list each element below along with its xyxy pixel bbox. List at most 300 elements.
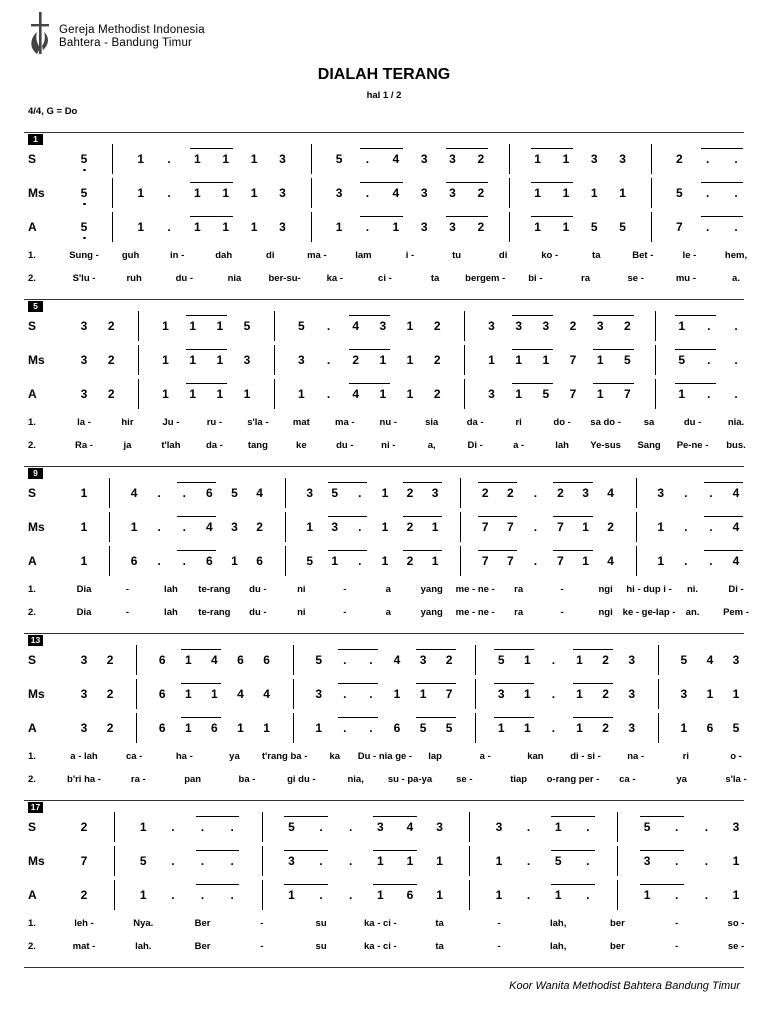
- note-hold: [527, 484, 543, 502]
- beam-line: [196, 850, 240, 851]
- note-value: 1: [643, 888, 651, 902]
- note-value: 1: [431, 554, 439, 568]
- note-value: 1: [406, 854, 414, 868]
- note-value: 1: [678, 319, 685, 333]
- bar-line: [112, 178, 113, 208]
- note: [133, 218, 149, 236]
- voice-label: A: [28, 554, 37, 568]
- note-hold: [363, 685, 379, 703]
- note-value: 2: [569, 319, 577, 333]
- note: [598, 685, 614, 703]
- note-value: .: [326, 353, 331, 367]
- note: [402, 484, 418, 502]
- note-value: 1: [381, 554, 389, 568]
- bar-line: [509, 144, 510, 174]
- note-value: 3: [379, 319, 387, 333]
- note-value: .: [358, 520, 362, 534]
- note: [491, 852, 507, 870]
- note: [552, 518, 568, 536]
- note: [603, 552, 619, 570]
- note-value: 5: [315, 653, 323, 667]
- beam-line: [478, 516, 517, 517]
- lyric-syllable: Di -: [728, 584, 744, 595]
- note: [76, 552, 92, 570]
- note-value: .: [365, 152, 370, 166]
- note-value: .: [200, 854, 205, 868]
- note-value: 2: [481, 486, 489, 500]
- note-hold: [195, 886, 211, 904]
- note-value: 5: [306, 554, 314, 568]
- note-value: 4: [732, 554, 740, 568]
- note: [232, 651, 248, 669]
- note-value: 1: [562, 152, 570, 166]
- bar-line: [114, 846, 115, 876]
- note-value: 3: [288, 854, 295, 868]
- lyric-syllable: su: [315, 918, 327, 929]
- beam-line: [494, 717, 534, 718]
- lyric-syllable: lap: [428, 751, 442, 762]
- bar-line: [274, 379, 275, 409]
- note: [135, 886, 151, 904]
- beam-line: [704, 516, 743, 517]
- note: [502, 552, 518, 570]
- note: [402, 351, 418, 369]
- beam-line: [553, 550, 592, 551]
- note-value: 5: [288, 820, 295, 834]
- note: [676, 651, 692, 669]
- measure-number: 5: [28, 301, 43, 312]
- note-value: .: [684, 554, 688, 568]
- lyric-syllable: lam: [355, 250, 372, 261]
- lyric-syllable: sa: [643, 417, 655, 428]
- note: [212, 351, 228, 369]
- beam-line: [373, 816, 417, 817]
- beam-line: [284, 884, 328, 885]
- note-value: 1: [216, 353, 224, 367]
- note: [388, 150, 404, 168]
- beam-line: [478, 482, 517, 483]
- note-value: 2: [106, 653, 114, 667]
- system-13: [24, 633, 747, 793]
- note-value: 1: [189, 353, 196, 367]
- verse-number: 2.: [28, 774, 36, 785]
- note: [327, 552, 343, 570]
- lyric-syllable: Ye-sus: [590, 440, 621, 451]
- system-rule: [24, 466, 744, 467]
- note-value: .: [533, 486, 538, 500]
- note-value: 3: [279, 152, 286, 166]
- note: [676, 719, 692, 737]
- lyric-syllable: ta: [592, 250, 601, 261]
- note-value: 1: [515, 387, 522, 401]
- note-value: 1: [619, 186, 626, 200]
- note: [603, 484, 619, 502]
- beam-line: [640, 850, 684, 851]
- lyric-syllable: lah,: [549, 941, 567, 952]
- beam-line: [512, 383, 553, 384]
- note: [592, 351, 608, 369]
- note-value: .: [709, 554, 713, 568]
- system-5: [24, 299, 744, 459]
- note: [565, 351, 581, 369]
- note: [226, 552, 242, 570]
- note-value: 7: [557, 520, 564, 534]
- bar-line: [655, 345, 656, 375]
- note-hold: [195, 852, 211, 870]
- lyric-syllable: se -: [627, 273, 644, 284]
- lyric-syllable: hi - dup i -: [626, 584, 672, 595]
- bar-line: [509, 178, 510, 208]
- note: [427, 518, 443, 536]
- note-value: 5: [590, 220, 598, 234]
- note-value: 6: [393, 721, 401, 735]
- measure-number: 13: [28, 635, 43, 646]
- note-value: .: [319, 820, 323, 834]
- note-hold: [728, 150, 744, 168]
- note-value: 2: [107, 319, 115, 333]
- note: [538, 351, 554, 369]
- note: [259, 685, 275, 703]
- lyric-syllable: du -: [249, 607, 267, 618]
- lyric-syllable: lah.: [135, 941, 152, 952]
- lyric-syllable: ka - ci -: [363, 918, 397, 929]
- note: [259, 719, 275, 737]
- note: [180, 651, 196, 669]
- note-value: 3: [449, 220, 456, 234]
- note-value: 7: [675, 220, 683, 234]
- note-value: 5: [680, 653, 688, 667]
- bar-line: [617, 846, 618, 876]
- note-value: 6: [130, 554, 138, 568]
- bar-line: [617, 812, 618, 842]
- note: [327, 518, 343, 536]
- lyric-syllable: bergem -: [465, 273, 506, 284]
- note: [103, 385, 119, 403]
- note-value: 1: [288, 888, 295, 902]
- note-hold: [580, 818, 596, 836]
- note-hold: [700, 184, 716, 202]
- note-value: .: [349, 854, 353, 868]
- note: [283, 852, 299, 870]
- note: [102, 651, 118, 669]
- note: [76, 852, 92, 870]
- note: [212, 385, 228, 403]
- bar-line: [651, 144, 652, 174]
- beam-line: [196, 884, 240, 885]
- note-value: .: [319, 854, 323, 868]
- note: [189, 150, 205, 168]
- note: [598, 651, 614, 669]
- verse-number: 1.: [28, 417, 36, 428]
- note-value: .: [200, 820, 205, 834]
- note-value: 3: [80, 687, 88, 701]
- note-hold: [151, 552, 167, 570]
- lyric-syllable: mat: [292, 417, 310, 428]
- bar-line: [636, 546, 637, 576]
- note: [76, 719, 92, 737]
- note-hold: [337, 651, 353, 669]
- note: [402, 518, 418, 536]
- note: [484, 351, 500, 369]
- note-value: 2: [406, 554, 414, 568]
- beam-line: [181, 717, 221, 718]
- note-hold: [161, 184, 177, 202]
- note-value: 4: [732, 520, 740, 534]
- lyric-syllable: a: [385, 584, 391, 595]
- note: [493, 651, 509, 669]
- note: [185, 351, 201, 369]
- note: [218, 150, 234, 168]
- note: [484, 385, 500, 403]
- note-value: .: [707, 353, 711, 367]
- note-value: .: [182, 520, 186, 534]
- note-value: .: [358, 554, 362, 568]
- note-value: 3: [619, 152, 626, 166]
- note-hold: [359, 218, 375, 236]
- note: [201, 552, 217, 570]
- note: [728, 685, 744, 703]
- bar-line: [114, 880, 115, 910]
- note: [239, 351, 255, 369]
- lyric-syllable: Ber: [194, 941, 211, 952]
- note: [274, 184, 290, 202]
- voice-label: A: [28, 888, 37, 902]
- system-rule: [24, 299, 744, 300]
- lyric-syllable: mat -: [72, 941, 96, 952]
- note-value: 1: [335, 220, 343, 234]
- beam-line: [190, 182, 232, 183]
- note-value: .: [707, 387, 711, 401]
- measure-number: 9: [28, 468, 43, 479]
- lyric-syllable: la -: [77, 417, 91, 428]
- note: [331, 150, 347, 168]
- note: [103, 351, 119, 369]
- note: [252, 552, 268, 570]
- note: [76, 484, 92, 502]
- note-value: 1: [657, 554, 665, 568]
- note-value: 1: [596, 353, 604, 367]
- note-value: 1: [554, 888, 562, 902]
- bar-line: [651, 178, 652, 208]
- note: [218, 184, 234, 202]
- note-value: 1: [562, 220, 570, 234]
- note: [473, 184, 489, 202]
- note-value: 3: [431, 486, 439, 500]
- note-value: 3: [80, 319, 88, 333]
- lyric-syllable: su: [315, 941, 327, 952]
- note: [728, 852, 744, 870]
- note: [402, 852, 418, 870]
- note: [206, 651, 222, 669]
- note-value: 1: [596, 387, 604, 401]
- bar-line: [109, 512, 110, 542]
- beam-line: [701, 216, 743, 217]
- note-hold: [728, 218, 744, 236]
- lyric-syllable: sa do -: [590, 417, 621, 428]
- bar-line: [658, 645, 659, 675]
- lyric-syllable: do -: [553, 417, 571, 428]
- note: [102, 685, 118, 703]
- note-value: 1: [80, 486, 88, 500]
- note-value: 1: [377, 888, 384, 902]
- lyric-syllable: di - si -: [570, 751, 601, 762]
- note-value: 3: [497, 687, 505, 701]
- note: [206, 685, 222, 703]
- note-value: 1: [393, 687, 401, 701]
- note: [493, 685, 509, 703]
- note: [445, 184, 461, 202]
- lyric-syllable: tu: [452, 250, 462, 261]
- note-value: 2: [607, 520, 614, 534]
- note-value: 3: [488, 387, 495, 401]
- lyric-syllable: du -: [249, 584, 267, 595]
- note: [416, 184, 432, 202]
- lyric-syllable: lah: [164, 607, 178, 618]
- note: [388, 218, 404, 236]
- note: [375, 385, 391, 403]
- note-hold: [363, 651, 379, 669]
- lower-octave-dot: [83, 203, 86, 206]
- song-title: DIALAH TERANG: [317, 66, 451, 83]
- note: [226, 518, 242, 536]
- note: [441, 719, 457, 737]
- beam-line: [512, 349, 553, 350]
- note-hold: [545, 685, 561, 703]
- note: [552, 552, 568, 570]
- lyric-syllable: -: [343, 607, 347, 618]
- note-value: 3: [628, 687, 636, 701]
- note-value: 5: [419, 721, 427, 735]
- note-value: 4: [256, 486, 263, 500]
- bar-line: [262, 846, 263, 876]
- note-hold: [703, 484, 719, 502]
- bar-line: [138, 345, 139, 375]
- bar-line: [109, 478, 110, 508]
- beam-line: [186, 349, 227, 350]
- note: [674, 385, 690, 403]
- note-value: 3: [542, 319, 550, 333]
- lyric-syllable: ru -: [206, 417, 223, 428]
- note: [377, 552, 393, 570]
- note: [76, 818, 92, 836]
- note-value: .: [182, 554, 186, 568]
- note: [293, 385, 309, 403]
- lyric-syllable: nia,: [347, 774, 364, 785]
- note: [702, 651, 718, 669]
- note: [491, 818, 507, 836]
- note: [441, 651, 457, 669]
- beam-line: [284, 816, 328, 817]
- beam-line: [177, 482, 216, 483]
- note: [702, 719, 718, 737]
- note: [212, 317, 228, 335]
- note-hold: [343, 818, 359, 836]
- note: [619, 317, 635, 335]
- note-value: .: [167, 220, 171, 234]
- lyric-syllable: di: [498, 250, 508, 261]
- note-value: 1: [406, 319, 414, 333]
- note-value: 6: [263, 653, 270, 667]
- note-value: .: [369, 653, 373, 667]
- note-value: 7: [623, 387, 631, 401]
- note-value: 1: [184, 653, 192, 667]
- note: [427, 484, 443, 502]
- note: [477, 518, 493, 536]
- note: [189, 218, 205, 236]
- lyric-syllable: da -: [466, 417, 484, 428]
- note: [598, 719, 614, 737]
- system-rule: [24, 633, 744, 634]
- lyric-syllable: Ju -: [162, 417, 180, 428]
- note-value: 5: [675, 186, 683, 200]
- note-value: 7: [569, 353, 577, 367]
- lyric-syllable: guh: [121, 250, 140, 261]
- bar-line: [460, 546, 461, 576]
- bar-line: [658, 679, 659, 709]
- lyric-syllable: Pe-ne -: [676, 440, 709, 451]
- note-value: .: [230, 820, 234, 834]
- bar-line: [655, 379, 656, 409]
- note-value: 1: [732, 687, 740, 701]
- beam-line: [704, 550, 743, 551]
- note: [402, 818, 418, 836]
- note: [491, 886, 507, 904]
- lyric-syllable: Pem -: [723, 607, 749, 618]
- beam-line: [478, 550, 517, 551]
- note: [530, 150, 546, 168]
- note: [473, 218, 489, 236]
- beam-line: [403, 516, 442, 517]
- note: [180, 719, 196, 737]
- note-hold: [527, 518, 543, 536]
- note-value: 5: [732, 721, 740, 735]
- lyric-syllable: me - ne -: [455, 607, 495, 618]
- verse-number: 2.: [28, 941, 36, 952]
- beam-line: [531, 216, 573, 217]
- note-value: 1: [497, 721, 505, 735]
- bar-line: [464, 379, 465, 409]
- lyric-syllable: a.: [732, 273, 740, 284]
- note: [538, 385, 554, 403]
- lyric-syllable: Du - nia ge -: [357, 751, 413, 762]
- note-value: 6: [158, 687, 166, 701]
- lyric-syllable: ra -: [130, 774, 146, 785]
- beam-line: [338, 683, 378, 684]
- note-value: 1: [184, 687, 192, 701]
- note: [429, 385, 445, 403]
- beam-line: [360, 182, 402, 183]
- lyric-syllable: i -: [405, 250, 415, 261]
- note-value: 1: [237, 721, 244, 735]
- note: [206, 719, 222, 737]
- church-header: [28, 10, 348, 58]
- beam-line: [349, 349, 390, 350]
- note-value: 1: [297, 387, 305, 401]
- note-value: 4: [706, 653, 714, 667]
- note-value: 3: [582, 486, 589, 500]
- beam-line: [190, 216, 232, 217]
- note-hold: [698, 886, 714, 904]
- lyric-syllable: -: [260, 941, 264, 952]
- lyric-syllable: -: [497, 941, 501, 952]
- note: [702, 685, 718, 703]
- note-hold: [224, 852, 240, 870]
- note-value: 2: [406, 486, 414, 500]
- note: [76, 385, 92, 403]
- bar-line: [114, 812, 115, 842]
- beam-line: [416, 649, 456, 650]
- bar-line: [285, 546, 286, 576]
